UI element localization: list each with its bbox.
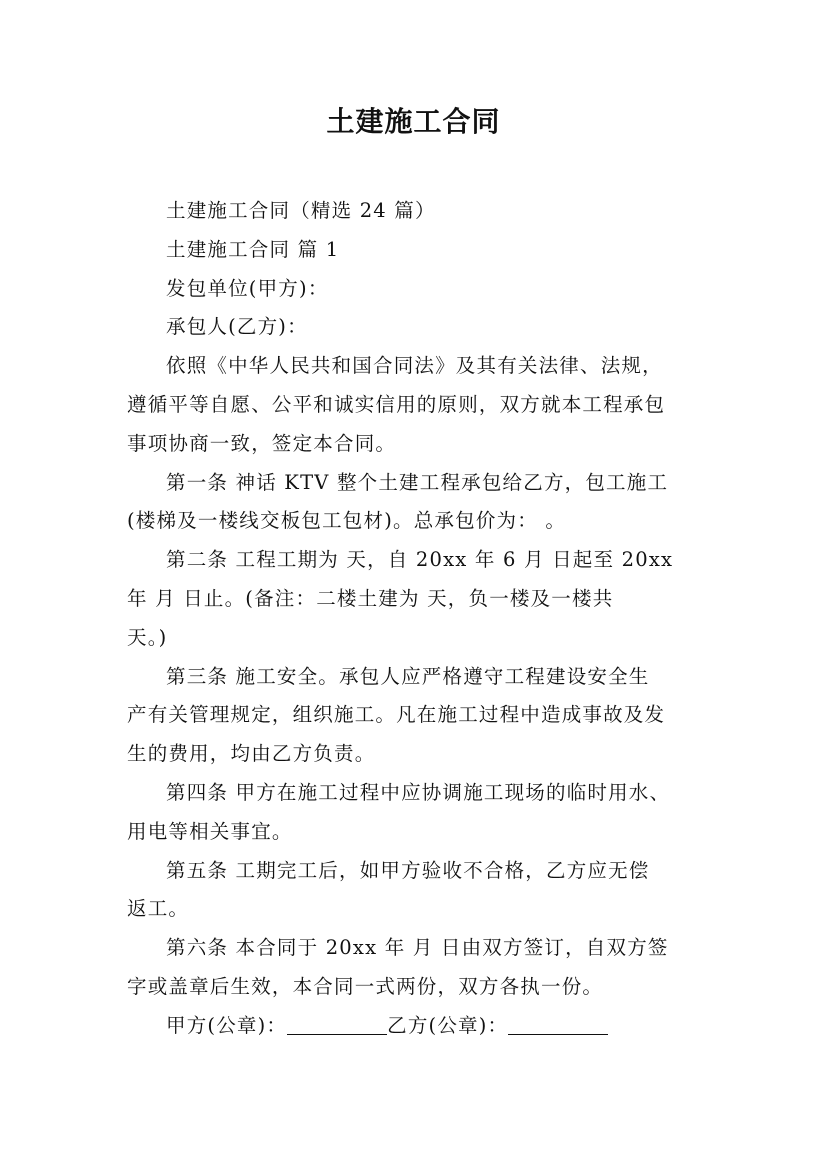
party-b-seal-label: 乙方(公章)： — [387, 1013, 509, 1037]
text-line: 生的费用，均由乙方负责。 — [127, 742, 376, 766]
paragraph-article-4 — [127, 774, 707, 852]
text-line: 用电等相关事宜。 — [127, 819, 293, 843]
paragraph-article-3 — [127, 658, 707, 774]
text-line: 第六条 本合同于 20xx 年 月 日由双方签订，自双方签 — [166, 936, 669, 960]
text-line: 事项协商一致，签定本合同。 — [127, 431, 397, 455]
text-line: 土建施工合同 篇 1 — [166, 237, 340, 261]
text-line: 依照《中华人民共和国合同法》及其有关法律、法规， — [166, 354, 663, 378]
text-line: 第五条 工期完工后，如甲方验收不合格，乙方应无偿 — [166, 858, 650, 882]
party-b-signature-blank — [508, 1014, 608, 1035]
party-a-seal-label: 甲方(公章)： — [166, 1013, 288, 1037]
paragraph-subtitle — [127, 192, 707, 231]
paragraph-article-1 — [127, 464, 707, 542]
text-line: 第四条 甲方在施工过程中应协调施工现场的临时用水、 — [166, 780, 671, 804]
paragraph-article-6 — [127, 929, 707, 1007]
text-line: 天。) — [127, 625, 168, 649]
paragraph-section-heading — [127, 231, 707, 270]
paragraph-preamble — [127, 347, 707, 463]
text-line: 第一条 神话 KTV 整个土建工程承包给乙方，包工施工 — [166, 470, 669, 494]
text-line: 产有关管理规定，组织施工。凡在施工过程中造成事故及发 — [127, 703, 666, 727]
text-line: 字或盖章后生效，本合同一式两份，双方各执一份。 — [127, 974, 604, 998]
text-line: 年 月 日止。(备注：二楼土建为 天，负一楼及一楼共 — [127, 586, 614, 610]
text-line: (楼梯及一楼线交板包工包材)。总承包价为： 。 — [127, 509, 567, 533]
paragraph-party-b — [127, 308, 707, 347]
text-line: 土建施工合同（精选 24 篇） — [166, 199, 436, 222]
paragraph-article-5 — [127, 852, 707, 930]
text-line: 发包单位(甲方)： — [166, 276, 329, 300]
contract-body — [127, 192, 707, 1046]
text-line: 承包人(乙方)： — [166, 315, 308, 339]
party-a-signature-blank — [287, 1014, 387, 1035]
page-title: 土建施工合同 — [326, 105, 501, 138]
signature-line — [127, 1007, 707, 1046]
paragraph-party-a — [127, 270, 707, 309]
text-line: 第二条 工程工期为 天，自 20xx 年 6 月 日起至 20xx — [166, 548, 674, 572]
text-line: 遵循平等自愿、公平和诚实信用的原则，双方就本工程承包 — [127, 392, 666, 416]
text-line: 返工。 — [127, 897, 190, 921]
text-line: 第三条 施工安全。承包人应严格遵守工程建设安全生 — [166, 664, 650, 688]
paragraph-article-2 — [127, 541, 707, 657]
